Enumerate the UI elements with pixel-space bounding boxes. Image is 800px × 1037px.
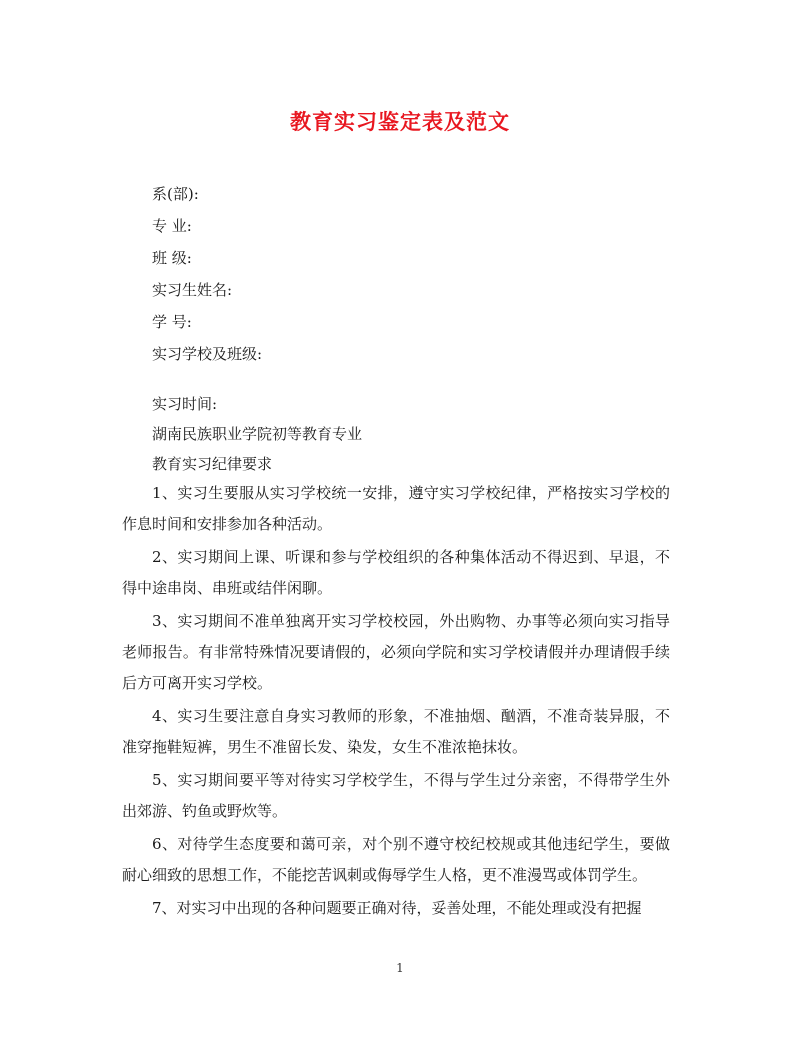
field-major: 专 业: xyxy=(152,217,192,235)
institution-name: 湖南民族职业学院初等教育专业 xyxy=(152,425,363,443)
document-title: 教育实习鉴定表及范文 xyxy=(290,109,510,134)
rule-item: 7、对实习中出现的各种问题要正确对待，妥善处理，不能处理或没有把握 xyxy=(152,899,642,917)
rule-item: 1、实习生要服从实习学校统一安排，遵守实习学校纪律，严格按实习学校的作息时间和安排参加各种活动。 xyxy=(122,484,670,533)
discipline-rules xyxy=(122,478,670,926)
rule-item: 5、实习期间要平等对待实习学校学生，不得与学生过分亲密，不得带学生外出郊游、钓鱼或野炊等。 xyxy=(122,771,670,820)
field-class: 班 级: xyxy=(152,249,192,267)
page-number: 1 xyxy=(396,961,404,975)
rule-item: 4、实习生要注意自身实习教师的形象，不准抽烟、酗酒，不准奇装异服，不准穿拖鞋短裤，男生不准留长发、染发，女生不准浓艳抹妆。 xyxy=(122,707,670,756)
rule-item: 2、实习期间上课、听课和参与学校组织的各种集体活动不得迟到、早退，不得中途串岗、串班或结伴闲聊。 xyxy=(122,548,670,597)
field-department: 系(部): xyxy=(152,185,199,203)
rule-item: 3、实习期间不准单独离开实习学校校园，外出购物、办事等必须向实习指导老师报告。有非常特殊情况要请假的，必须向学院和实习学校请假并办理请假手续后方可离开实习学校。 xyxy=(122,612,670,692)
rule-item: 6、对待学生态度要和蔼可亲，对个别不遵守校纪校规或其他违纪学生，要做耐心细致的思想工作，不能挖苦讽刺或侮辱学生人格，更不准漫骂或体罚学生。 xyxy=(122,835,670,884)
section-heading: 教育实习纪律要求 xyxy=(152,455,273,473)
field-student-name: 实习生姓名: xyxy=(152,281,233,299)
internship-time-label: 实习时间: xyxy=(152,395,218,413)
field-school-class: 实习学校及班级: xyxy=(152,345,263,363)
field-student-id: 学 号: xyxy=(152,313,192,331)
info-fields xyxy=(152,178,262,370)
